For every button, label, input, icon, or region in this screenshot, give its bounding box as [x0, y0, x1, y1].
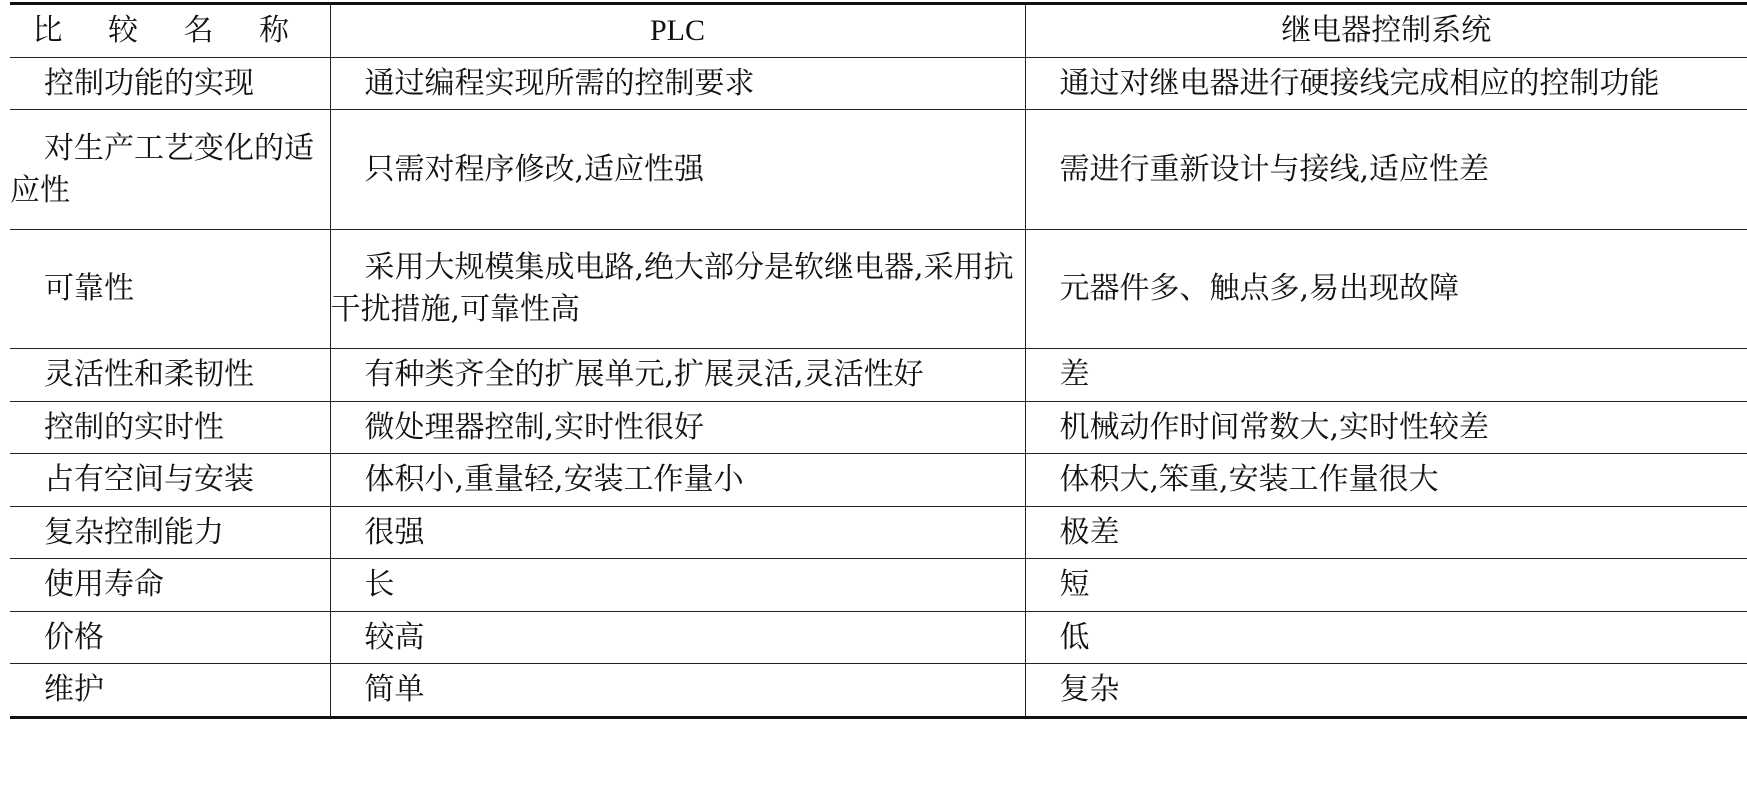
relay-value: 极差 [1059, 514, 1120, 550]
relay-value: 需进行重新设计与接线,适应性差 [1059, 151, 1490, 187]
relay-cell [1025, 454, 1747, 507]
row-name-cell [10, 507, 330, 559]
table-row [10, 559, 1747, 612]
plc-cell [330, 349, 1025, 402]
row-name: 对生产工艺变化的适应性 [10, 130, 314, 208]
plc-cell [330, 612, 1025, 664]
relay-value: 通过对继电器进行硬接线完成相应的控制功能 [1059, 65, 1660, 101]
plc-cell [330, 507, 1025, 559]
relay-cell [1025, 110, 1747, 230]
header-cell-name [10, 4, 330, 58]
table-row [10, 612, 1747, 664]
header-label-relay: 继电器控制系统 [1281, 13, 1492, 48]
plc-cell [330, 110, 1025, 230]
relay-cell [1025, 612, 1747, 664]
row-name-cell [10, 58, 330, 110]
plc-value: 体积小,重量轻,安装工作量小 [364, 462, 744, 497]
row-name-cell [10, 559, 330, 612]
relay-value: 差 [1059, 357, 1090, 392]
row-name: 控制功能的实现 [44, 65, 254, 101]
plc-value: 简单 [364, 672, 425, 707]
table-row [10, 58, 1747, 110]
plc-value: 通过编程实现所需的控制要求 [364, 65, 755, 101]
relay-value: 低 [1059, 619, 1090, 655]
plc-cell [330, 402, 1025, 454]
table-header [10, 4, 1747, 58]
table-body [10, 58, 1747, 718]
plc-value: 较高 [364, 619, 425, 655]
plc-value: 有种类齐全的扩展单元,扩展灵活,灵活性好 [364, 357, 924, 392]
row-name: 维护 [44, 672, 104, 707]
header-label-name: 比 较 名 称 [32, 13, 308, 48]
plc-cell [330, 230, 1025, 349]
row-name: 可靠性 [44, 271, 134, 306]
relay-value: 元器件多、触点多,易出现故障 [1059, 271, 1460, 306]
relay-cell [1025, 664, 1747, 718]
plc-cell [330, 559, 1025, 612]
row-name-cell [10, 349, 330, 402]
relay-cell [1025, 507, 1747, 559]
row-name: 价格 [44, 619, 104, 655]
table-row [10, 664, 1747, 718]
relay-cell [1025, 559, 1747, 612]
row-name: 使用寿命 [44, 567, 164, 602]
relay-value: 复杂 [1059, 672, 1120, 707]
header-cell-relay [1025, 4, 1747, 58]
row-name-cell [10, 230, 330, 349]
plc-value: 长 [364, 567, 395, 602]
plc-value: 很强 [364, 514, 425, 550]
relay-cell [1025, 402, 1747, 454]
plc-cell [330, 454, 1025, 507]
table-row [10, 230, 1747, 349]
relay-cell [1025, 58, 1747, 110]
header-row [10, 4, 1747, 58]
row-name-cell [10, 110, 330, 230]
relay-value: 短 [1059, 567, 1090, 602]
row-name: 占有空间与安装 [44, 462, 254, 497]
table-row [10, 349, 1747, 402]
relay-value: 机械动作时间常数大,实时性较差 [1059, 409, 1490, 445]
plc-value: 只需对程序修改,适应性强 [364, 151, 705, 187]
row-name-cell [10, 664, 330, 718]
row-name-cell [10, 402, 330, 454]
relay-value: 体积大,笨重,安装工作量很大 [1059, 462, 1439, 497]
row-name: 控制的实时性 [44, 409, 224, 445]
relay-cell [1025, 349, 1747, 402]
table-row [10, 110, 1747, 230]
row-name-cell [10, 454, 330, 507]
row-name: 灵活性和柔韧性 [44, 357, 254, 392]
plc-value: 采用大规模集成电路,绝大部分是软继电器,采用抗干扰措施,可靠性高 [330, 250, 1014, 327]
table-row [10, 402, 1747, 454]
relay-cell [1025, 230, 1747, 349]
table-row [10, 507, 1747, 559]
plc-cell [330, 58, 1025, 110]
plc-value: 微处理器控制,实时性很好 [364, 409, 705, 445]
table-row [10, 454, 1747, 507]
row-name-cell [10, 612, 330, 664]
header-cell-plc [330, 4, 1025, 58]
plc-cell [330, 664, 1025, 718]
header-label-plc: PLC [649, 14, 706, 47]
comparison-table [10, 2, 1747, 719]
row-name: 复杂控制能力 [44, 514, 224, 550]
